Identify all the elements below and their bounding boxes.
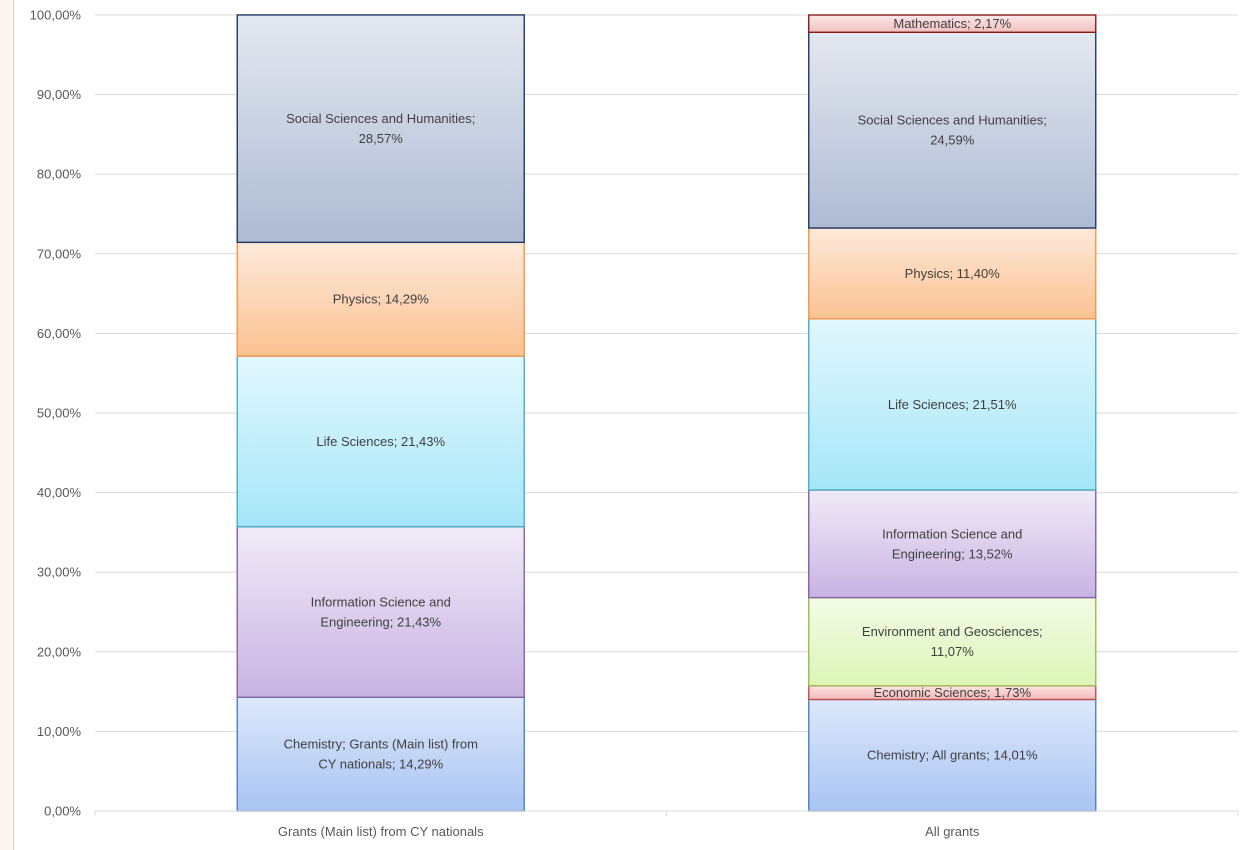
data-label: CY nationals; 14,29% [318,756,444,772]
data-label: 11,07% [930,644,974,660]
data-label: Social Sciences and Humanities; [857,112,1047,128]
data-label: Environment and Geosciences; [861,624,1043,640]
x-axis [95,811,1238,839]
data-label: Information Science and [310,594,451,610]
data-label: Information Science and [882,526,1023,542]
y-tick-label: 70,00% [36,246,81,262]
data-label: Engineering; 13,52% [891,546,1013,562]
bar-segment [809,598,1096,686]
bar-segment [809,32,1096,228]
data-label: Life Sciences; 21,43% [316,433,446,449]
bar-segment [237,15,524,242]
data-label: Chemistry; Grants (Main list) from [283,736,478,752]
bar-stack [237,15,524,811]
y-tick-label: 20,00% [36,644,81,660]
data-label: Physics; 14,29% [332,291,429,307]
y-tick-label: 80,00% [36,166,81,182]
y-axis-ticks [30,8,82,819]
x-category-label: All grants [925,824,980,839]
bar-stack [809,15,1096,811]
y-tick-label: 90,00% [36,87,81,103]
bar-segment [809,490,1096,598]
data-label: Engineering; 21,43% [320,614,442,630]
bar-segment [237,527,524,698]
y-tick-label: 40,00% [36,485,81,501]
data-label: Mathematics; 2,17% [893,16,1012,32]
bar-segment [237,697,524,811]
data-label: Chemistry; All grants; 14,01% [866,747,1038,763]
x-category-label: Grants (Main list) from CY nationals [277,824,484,839]
data-label: 28,57% [358,131,403,147]
y-tick-label: 50,00% [36,405,81,421]
data-label: Social Sciences and Humanities; [286,111,476,127]
data-label: 24,59% [930,132,975,148]
y-tick-label: 100,00% [29,7,81,23]
y-tick-label: 60,00% [36,325,81,341]
data-label: Economic Sciences; 1,73% [873,685,1032,701]
y-tick-label: 10,00% [36,723,81,739]
data-label: Life Sciences; 21,51% [887,396,1017,412]
data-label: Physics; 11,40% [904,265,1000,281]
y-tick-label: 30,00% [36,564,81,580]
y-tick-label: 0,00% [44,803,81,819]
